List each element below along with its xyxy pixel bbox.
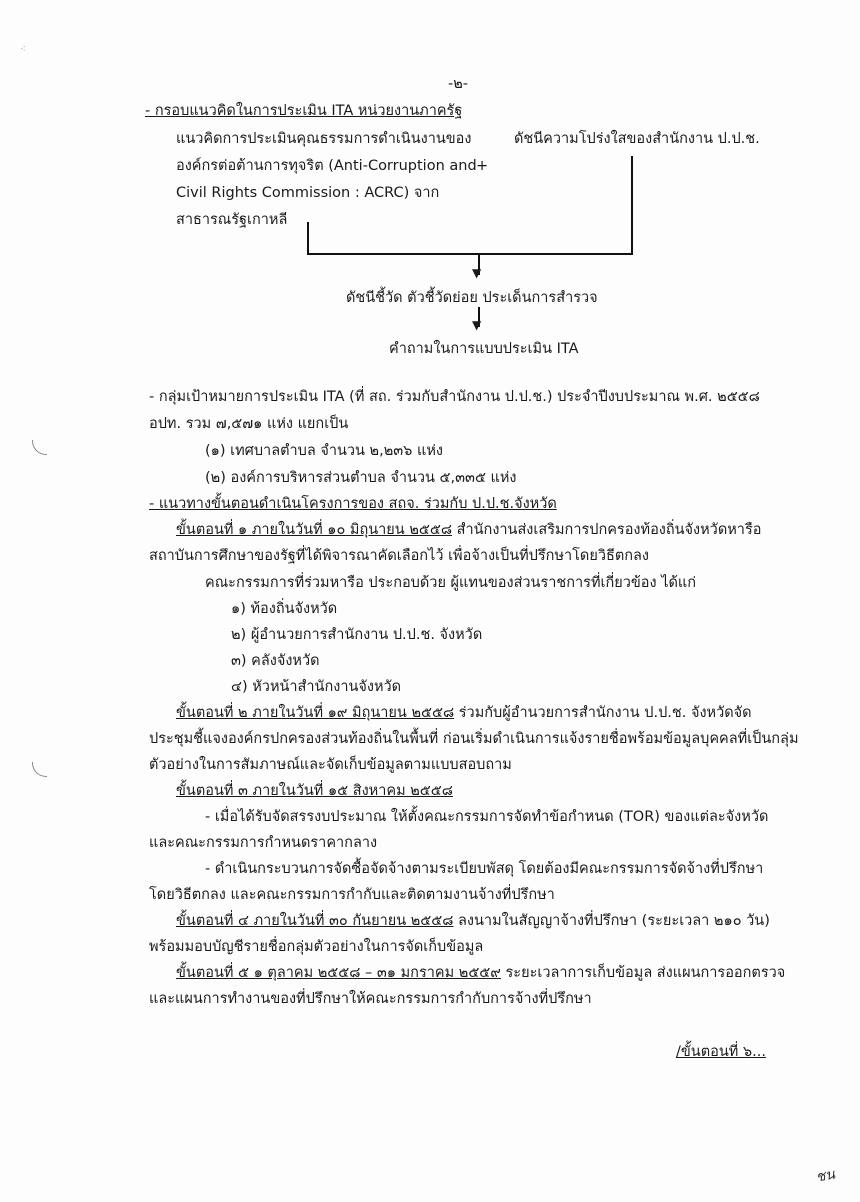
punch-mark-bottom — [32, 762, 47, 777]
acrc-line-1: แนวคิดการประเมินคุณธรรมการดำเนินงานของ — [176, 131, 472, 147]
step5-line-2: และแผนการทำงานของที่ปรึกษาให้คณะกรรมการกำกับการจ้างที่ปรึกษา — [149, 991, 592, 1007]
transparency-index: ดัชนีความโปร่งใสของสำนักงาน ป.ป.ช. — [514, 131, 760, 147]
acrc-line-4: สาธารณรัฐเกาหลี — [176, 212, 288, 228]
step3-bullet2-line-1: - ดำเนินกระบวนการจัดซื้อจัดจ้างตามระเบียบพัสดุ โดยต้องมีคณะกรรมการจัดจ้างที่ปรึกษา — [205, 861, 764, 877]
connector-right-vertical — [631, 156, 633, 254]
punch-mark-top — [32, 440, 47, 455]
continuation-note: /ขั้นตอนที่ ๖... — [676, 1044, 766, 1060]
indicator-line: ดัชนีชี้วัด ตัวชี้วัดย่อย ประเด็นการสำรวจ — [346, 290, 598, 306]
acrc-line-3: Civil Rights Commission : ACRC) จาก — [176, 185, 440, 201]
approach-heading: - แนวทางขั้นตอนดำเนินโครงการของ สถจ. ร่วมกับ ป.ป.ช.จังหวัด — [149, 496, 557, 512]
arrow-down-2: ▼ — [472, 318, 482, 332]
plus-sign: + — [476, 158, 489, 174]
step1-item-2: ๒) ผู้อำนวยการสำนักงาน ป.ป.ช. จังหวัด — [231, 627, 483, 643]
step4-text-1: ลงนามในสัญญาจ้างที่ปรึกษา (ระยะเวลา ๒๑๐ วัน) — [453, 913, 770, 929]
step1-line-3: คณะกรรมการที่ร่วมหารือ ประกอบด้วย ผู้แทนของส่วนราชการที่เกี่ยวข้อง ได้แก่ — [205, 575, 697, 591]
step1-line-1 — [176, 522, 761, 539]
step4-label: ขั้นตอนที่ ๔ ภายในวันที่ ๓๐ กันยายน ๒๕๕๘ — [176, 913, 454, 929]
step5-line-1 — [176, 965, 785, 982]
target-group-line-1: - กลุ่มเป้าหมายการประเมิน ITA (ที่ สถ. ร่วมกับสำนักงาน ป.ป.ช.) ประจำปีงบประมาณ พ.ศ. ๒๕๕๘ — [149, 389, 760, 405]
step3-bullet1-line-1: - เมื่อได้รับจัดสรรงบประมาณ ให้ตั้งคณะกรรมการจัดทำข้อกำหนด (TOR) ของแต่ละจังหวัด — [205, 809, 769, 825]
step2-line-1 — [176, 705, 752, 722]
connector-left-vertical — [307, 222, 309, 254]
step1-item-4: ๔) หัวหน้าสำนักงานจังหวัด — [231, 679, 402, 695]
step1-text-1: สำนักงานส่งเสริมการปกครองท้องถิ่นจังหวัดหารือ — [452, 522, 762, 538]
step2-label: ขั้นตอนที่ ๒ ภายในวันที่ ๑๙ มิถุนายน ๒๕๕๘ — [176, 705, 455, 721]
step3-bullet1-line-2: และคณะกรรมการกำหนดราคากลาง — [149, 835, 378, 851]
step2-line-3: ตัวอย่างในการสัมภาษณ์และจัดเก็บข้อมูลตามแบบสอบถาม — [149, 757, 512, 773]
step1-item-3: ๓) คลังจังหวัด — [231, 653, 320, 669]
framework-heading: - กรอบแนวคิดในการประเมิน ITA หน่วยงานภาครัฐ — [145, 103, 463, 119]
page-number: -๒- — [448, 76, 469, 92]
scan-dots: ⁖ — [20, 44, 26, 55]
arrow-down-1: ▼ — [472, 266, 482, 280]
step4-line-1 — [176, 913, 770, 930]
handwritten-initials: ชน — [814, 1166, 837, 1186]
step5-text-1: ระยะเวลาการเก็บข้อมูล ส่งแผนการออกตรวจ — [500, 965, 786, 981]
step4-line-2: พร้อมมอบบัญชีรายชื่อกลุ่มตัวอย่างในการจัดเก็บข้อมูล — [149, 939, 484, 955]
connector-horizontal — [307, 253, 633, 255]
target-item-1: (๑) เทศบาลตำบล จำนวน ๒,๒๓๖ แห่ง — [205, 443, 443, 459]
acrc-line-2: องค์กรต่อต้านการทุจริต (Anti-Corruption and — [176, 158, 477, 174]
step2-text-1: ร่วมกับผู้อำนวยการสำนักงาน ป.ป.ช. จังหวัดจัด — [454, 705, 752, 721]
step5-label: ขั้นตอนที่ ๕ ๑ ตุลาคม ๒๕๕๘ – ๓๑ มกราคม ๒๕๕๙ — [176, 965, 501, 981]
step1-item-1: ๑) ท้องถิ่นจังหวัด — [231, 601, 338, 617]
step1-line-2: สถาบันการศึกษาของรัฐที่ได้พิจารณาคัดเลือกไว้ เพื่อจ้างเป็นที่ปรึกษาโดยวิธีตกลง — [149, 548, 650, 564]
step1-label: ขั้นตอนที่ ๑ ภายในวันที่ ๑๐ มิถุนายน ๒๕๕๘ — [176, 522, 453, 538]
step3-bullet2-line-2: โดยวิธีตกลง และคณะกรรมการกำกับและติดตามงานจ้างที่ปรึกษา — [149, 887, 555, 903]
questionnaire-line: คำถามในการแบบประเมิน ITA — [389, 341, 579, 357]
target-group-line-2: อปท. รวม ๗,๕๗๑ แห่ง แยกเป็น — [149, 416, 349, 432]
step2-line-2: ประชุมชี้แจงองค์กรปกครองส่วนท้องถิ่นในพื้นที่ ก่อนเริ่มดำเนินการแจ้งรายชื่อพร้อมข้อมูลบุคคลที่เป็นกลุ่ม — [149, 731, 799, 747]
target-item-2: (๒) องค์การบริหารส่วนตำบล จำนวน ๕,๓๓๕ แห่ง — [205, 470, 517, 486]
step3-label: ขั้นตอนที่ ๓ ภายในวันที่ ๑๕ สิงหาคม ๒๕๕๘ — [176, 783, 453, 799]
